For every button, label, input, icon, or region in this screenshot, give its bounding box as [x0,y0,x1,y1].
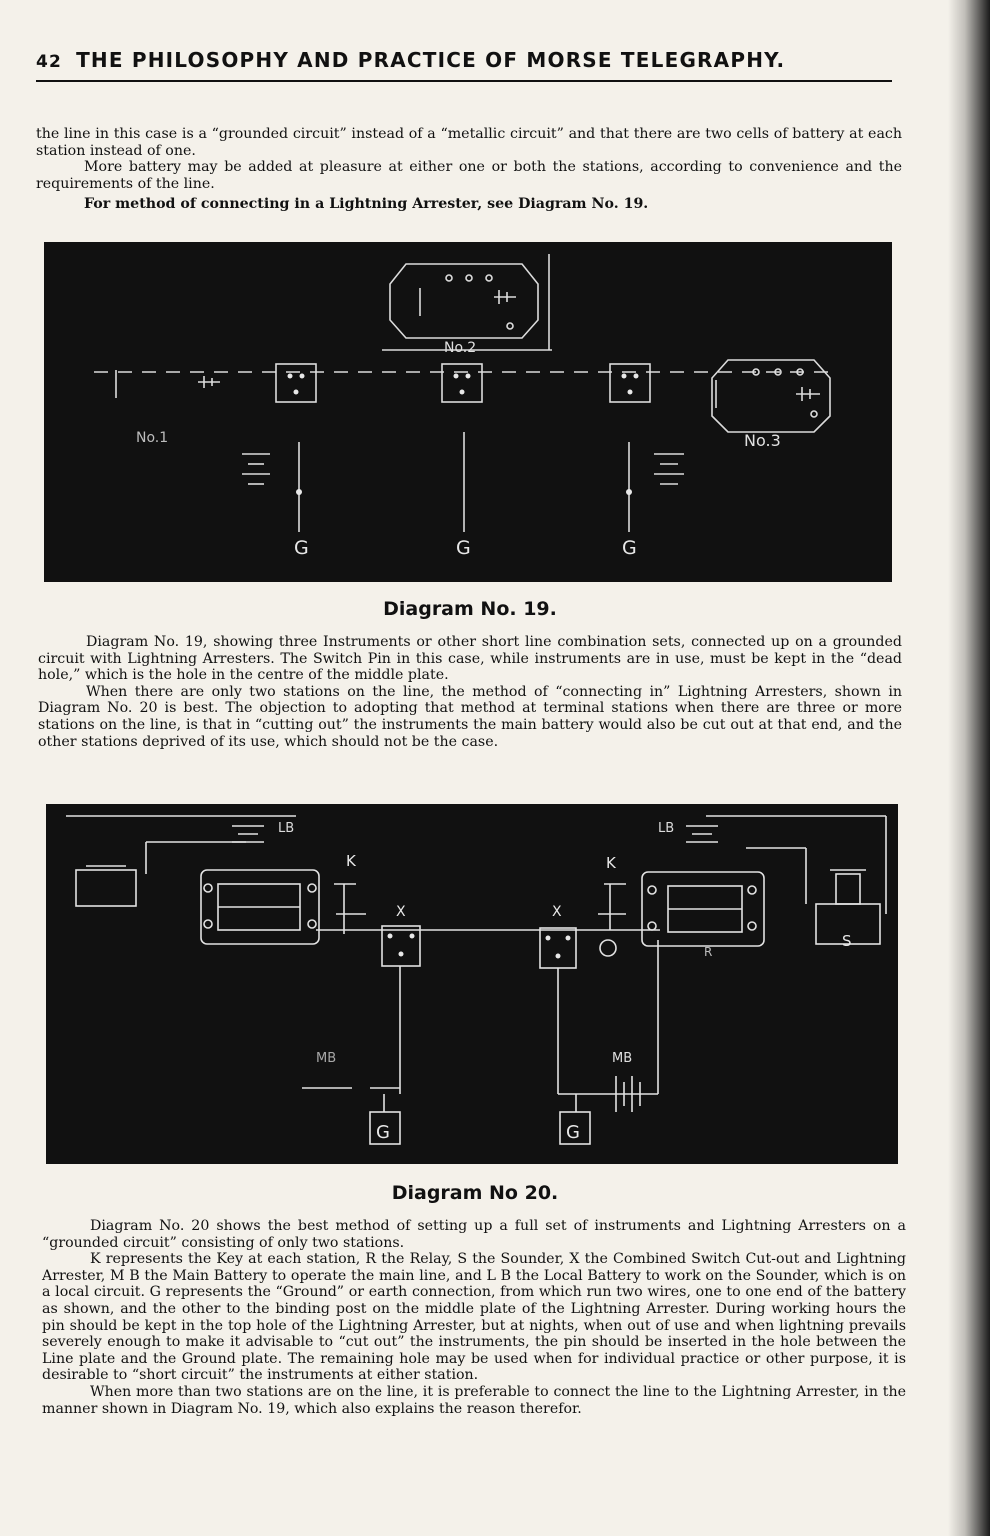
diagram-20-paragraph-3: When more than two stations are on the line, it is preferable to connect the line to the Lightning Arrester, in the manner shown in Diagram No. 19, which also explains the reason therefor. [42,1383,906,1417]
diagram-20-label-r: R [704,945,713,959]
diagram-19-ground-1: G [294,537,309,559]
diagram-20-plate [46,804,898,1164]
diagram-20-ground-left: G [376,1122,390,1143]
diagram-19-label-no3: No.3 [744,431,781,450]
diagram-20-label-k-right: K [606,854,616,872]
page-edge-shadow [948,0,990,1536]
diagram-19-ground-2: G [456,537,471,559]
diagram-20-label-s: S [842,932,852,950]
intro-paragraph-3: For method of connecting in a Lightning Arrester, see Diagram No. 19. [84,196,649,213]
diagram-19-paragraph-2: When there are only two stations on the line, the method of “connecting in” Lightning Arresters, shown in Diagram No. 20 is best. The objection to adopting that method at terminal stations when there are three or more stations on the line, is that in “cutting out” the instruments the main battery would also be cut out at that end, and the other stations deprived of its use, which should not be the case. [38,683,902,750]
book-title: THE PHILOSOPHY AND PRACTICE OF MORSE TELEGRAPHY. [76,48,786,72]
intro-paragraph-2: More battery may be added at pleasure at either one or both the stations, according to convenience and the requirements of the line. [36,159,902,192]
diagram-20-label-lb-right: LB [658,821,675,836]
diagram-20-label-lb-left: LB [278,821,295,836]
diagram-20-paragraph-1: Diagram No. 20 shows the best method of setting up a full set of instruments and Lightning Arresters on a “grounded circuit” consisting of only two stations. [42,1218,906,1251]
intro-paragraph-1: the line in this case is a “grounded circuit” instead of a “metallic circuit” and that there are two cells of battery at each station instead of one. [36,126,902,159]
diagram-19-caption: Diagram No. 19. [383,598,557,620]
running-header [36,48,896,78]
diagram-20-label-mb-right: MB [612,1051,633,1066]
diagram-19-label-no1: No.1 [136,430,169,446]
diagram-20-ground-right: G [566,1122,580,1143]
diagram-19-ground-3: G [622,537,637,559]
diagram-20-label-k-left: K [346,852,356,870]
diagram-20-text [42,1218,906,1417]
diagram-20-label-mb-left: MB [316,1051,337,1066]
diagram-19-text [38,634,902,750]
diagram-19-label-no2: No.2 [444,340,477,356]
page-number: 42 [36,52,63,72]
diagram-19-paragraph-1: Diagram No. 19, showing three Instruments or other short line combination sets, connected up on a grounded circuit with Lightning Arresters. The Switch Pin in this case, while instruments are in use, must be kept in the “dead hole,” which is the hole in the centre of the middle plate. [38,634,902,684]
header-rule [36,80,892,82]
intro-text [36,126,902,213]
diagram-20-caption: Diagram No 20. [391,1182,559,1204]
diagram-20-label-x-right: X [552,904,562,920]
diagram-19-drawing [44,242,892,582]
diagram-20-label-x-left: X [396,904,406,920]
diagram-19-plate [44,242,892,582]
diagram-20-paragraph-2: K represents the Key at each station, R the Relay, S the Sounder, X the Combined Switch Cut-out and Lightning Arrester, M B the Main Battery to operate the main line, and L B the Local Battery to work on the Sounder, which is on a local circuit. G represents the “Ground” or earth connection, from which run two wires, one to one end of the battery as shown, and the other to the binding post on the middle plate of the Lightning Arrester. During working hours the pin should be kept in the top hole of the Lightning Arrester, but at nights, when out of use and when lightning prevails severely enough to make it advisable to “cut out” the instruments, the pin should be inserted in the hole between the Line plate and the Ground plate. The remaining hole may be used when for individual practice or other purpose, it is desirable to “short circuit” the instruments at either station. [42,1251,906,1384]
diagram-20-drawing [46,804,898,1164]
